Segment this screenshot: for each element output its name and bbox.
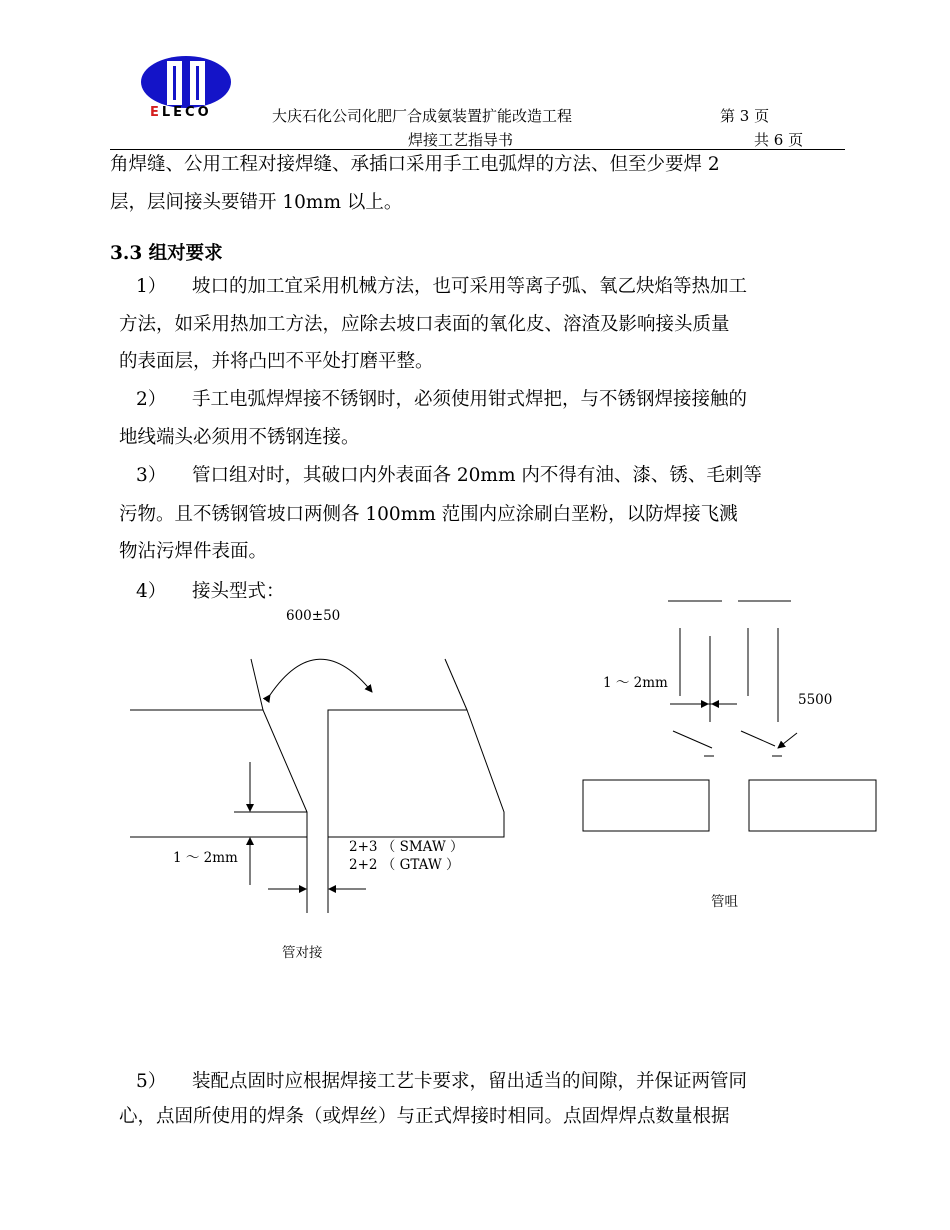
item-text: 物沾污焊件表面。 xyxy=(119,541,268,562)
item-text: 管口组对时，其破口内外表面各 20mm 内不得有油、漆、锈、毛刺等 xyxy=(192,465,762,486)
item-text: 地线端头必须用不锈钢连接。 xyxy=(119,427,360,448)
nozzle-joint-diagram xyxy=(583,601,876,831)
total-pages: 共 6 页 xyxy=(754,131,804,149)
paragraph-line: 角焊缝、公用工程对接焊缝、承插口采用手工电弧焊的方法、但至少要焊 2 xyxy=(110,154,720,175)
smaw-label: 2+3 （ SMAW ） xyxy=(349,839,464,855)
section-heading: 3.3 组对要求 xyxy=(110,243,223,264)
item-text: 方法，如采用热加工方法，应除去坡口表面的氧化皮、溶渣及影响接头质量 xyxy=(119,314,730,335)
root-face-label: 1 ～ 2mm xyxy=(173,850,238,866)
right-pipe-wall xyxy=(328,710,504,913)
item-number: 4） xyxy=(136,581,167,602)
right-pipe-section xyxy=(749,780,876,831)
item-text: 坡口的加工宜采用机械方法，也可采用等离子弧、氧乙炔焰等热加工 xyxy=(192,276,748,297)
gap-label: 1 ～ 2mm xyxy=(603,675,668,691)
bevel-angle-arc xyxy=(270,659,372,695)
figure-caption: 管咀 xyxy=(711,894,738,910)
item-text: 装配点固时应根据焊接工艺卡要求，留出适当的间隙，并保证两管同 xyxy=(192,1071,748,1092)
item-text: 心，点固所使用的焊条（或焊丝）与正式焊接时相同。点固焊焊点数量根据 xyxy=(119,1106,730,1127)
project-title: 大庆石化公司化肥厂合成氨装置扩能改造工程 xyxy=(272,107,573,125)
item-text: 污物。且不锈钢管坡口两侧各 100mm 范围内应涂刷白垩粉，以防焊接飞溅 xyxy=(119,504,738,525)
doc-title: 焊接工艺指导书 xyxy=(408,131,514,149)
item-number: 3） xyxy=(136,465,167,486)
angle-label: 5500 xyxy=(798,692,833,708)
figure-caption: 管对接 xyxy=(282,945,323,961)
item-text: 接头型式： xyxy=(192,581,285,602)
butt-joint-diagram xyxy=(130,659,504,913)
item-number: 1） xyxy=(136,276,167,297)
left-pipe-section xyxy=(583,780,709,831)
left-pipe-wall xyxy=(130,710,307,837)
item-number: 2） xyxy=(136,389,167,410)
item-number: 5） xyxy=(136,1071,167,1092)
item-text: 的表面层，并将凸凹不平处打磨平整。 xyxy=(119,351,434,372)
page-number: 第 3 页 xyxy=(720,107,770,125)
logo-text: ELECO xyxy=(150,105,212,120)
gtaw-label: 2+2 （ GTAW ） xyxy=(349,857,460,873)
item-text: 手工电弧焊焊接不锈钢时，必须使用钳式焊把，与不锈钢焊接接触的 xyxy=(192,389,748,410)
bevel-angle-label: 600±50 xyxy=(286,608,341,624)
paragraph-line: 层，层间接头要错开 10mm 以上。 xyxy=(110,192,403,213)
